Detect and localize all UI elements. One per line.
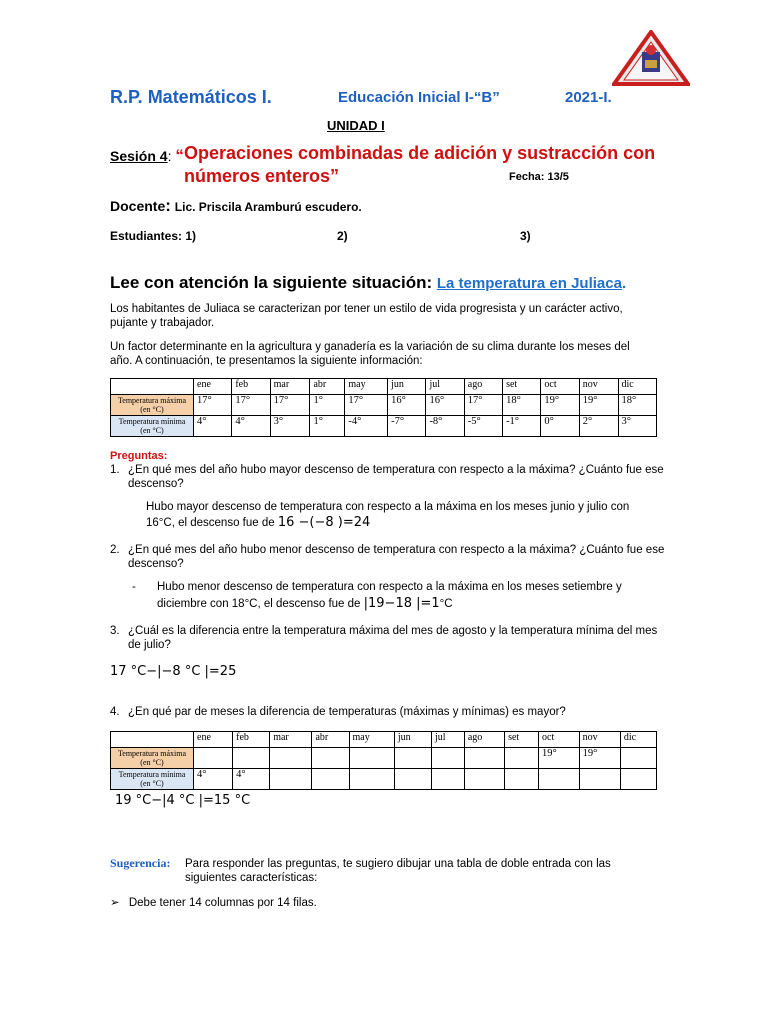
table-cell: -7° bbox=[388, 416, 426, 437]
q1-text: ¿En qué mes del año hubo mayor descenso de temperatura con respecto a la máxima? ¿Cuánto fue ese descenso? bbox=[128, 464, 664, 490]
table-header-row bbox=[111, 732, 657, 748]
table-cell: 4° bbox=[233, 769, 270, 790]
session-title-line2: números enteros” bbox=[184, 166, 340, 186]
table-cell: 18° bbox=[503, 395, 541, 416]
a2-line2: diciembre con 18°C, el descenso fue de bbox=[157, 598, 361, 610]
month-header: oct bbox=[541, 379, 579, 395]
session-quote-open: “ bbox=[175, 146, 184, 165]
month-header: jul bbox=[426, 379, 464, 395]
intro-paragraph: Los habitantes de Juliaca se caracterizan por tener un estilo de vida progresista y un carácter activo, pujante y trabajador. bbox=[110, 303, 623, 329]
table-cell: 18° bbox=[618, 395, 656, 416]
a3-math: 17 °C−|−8 °C |=25 bbox=[110, 664, 237, 679]
suggestion-label: Sugerencia: bbox=[110, 856, 171, 870]
q2-text: ¿En qué mes del año hubo menor descenso de temperatura con respecto a la máxima? ¿Cuánto fue ese descenso? bbox=[128, 544, 665, 570]
q3-text: ¿Cuál es la diferencia entre la temperatura máxima del mes de agosto y la temperatura mínima del mes de julio? bbox=[128, 625, 658, 651]
table-row-max bbox=[111, 748, 657, 769]
term-label: 2021-I. bbox=[565, 89, 612, 106]
a2-line2-wrap bbox=[157, 596, 453, 612]
session-colon: : bbox=[167, 148, 172, 164]
table-cell bbox=[233, 748, 270, 769]
teacher-line bbox=[110, 196, 362, 216]
month-header: abr bbox=[310, 379, 345, 395]
teacher-label: Docente bbox=[110, 198, 166, 214]
table-corner-cell bbox=[111, 379, 194, 395]
table-cell bbox=[464, 769, 504, 790]
table-cell: 17° bbox=[270, 395, 310, 416]
table-cell: 1° bbox=[310, 395, 345, 416]
a2-math: |19−18 |=1 bbox=[363, 596, 440, 611]
reading-heading bbox=[110, 273, 626, 293]
student-3-label: 3) bbox=[520, 229, 531, 243]
table-row-max bbox=[111, 395, 657, 416]
table-cell bbox=[431, 769, 464, 790]
table-cell: 17° bbox=[464, 395, 502, 416]
unit-heading: UNIDAD I bbox=[327, 118, 385, 133]
month-header: nov bbox=[579, 379, 618, 395]
table-cell bbox=[505, 748, 539, 769]
table-cell: 0° bbox=[541, 416, 579, 437]
students-label: Estudiantes: 1) bbox=[110, 229, 197, 243]
table-cell: -8° bbox=[426, 416, 464, 437]
month-header: ene bbox=[194, 732, 233, 748]
arrow-bullet-icon: ➢ bbox=[110, 897, 120, 909]
table-cell: -5° bbox=[464, 416, 502, 437]
a1-line2: 16°C, el descenso fue de bbox=[146, 517, 275, 529]
session-label-line bbox=[110, 146, 184, 166]
reading-link[interactable]: La temperatura en Juliaca bbox=[436, 275, 622, 292]
table-cell: 3° bbox=[618, 416, 656, 437]
session-label: Sesión 4 bbox=[110, 148, 168, 164]
row-label-min: Temperatura mínima (en °C) bbox=[111, 769, 194, 790]
reading-dot: . bbox=[621, 275, 627, 292]
table-cell bbox=[431, 748, 464, 769]
table-cell: 4° bbox=[194, 769, 233, 790]
table-cell bbox=[349, 769, 394, 790]
a1-line1: Hubo mayor descenso de temperatura con respecto a la máxima en los meses junio y julio con bbox=[146, 501, 630, 513]
q4-number: 4. bbox=[110, 706, 120, 718]
q2-number: 2. bbox=[110, 544, 120, 556]
table-row-min bbox=[111, 769, 657, 790]
table-cell bbox=[394, 769, 431, 790]
month-header: mar bbox=[270, 379, 310, 395]
bullet-item bbox=[110, 895, 317, 909]
month-header: set bbox=[505, 732, 539, 748]
table-cell: 19° bbox=[541, 395, 579, 416]
a2-dash: - bbox=[132, 581, 136, 593]
a2-line1: Hubo menor descenso de temperatura con respecto a la máxima en los meses setiembre y bbox=[157, 581, 622, 593]
month-header: jul bbox=[431, 732, 464, 748]
table-cell bbox=[620, 769, 656, 790]
table-cell bbox=[464, 748, 504, 769]
month-header: may bbox=[349, 732, 394, 748]
table-cell: -4° bbox=[345, 416, 388, 437]
student-2-label: 2) bbox=[337, 229, 348, 243]
table-cell: 19° bbox=[579, 748, 620, 769]
a1-math: 16 −(−8 )=24 bbox=[277, 515, 371, 530]
table-cell: 19° bbox=[539, 748, 580, 769]
reading-lead: Lee con atención la siguiente situación: bbox=[110, 273, 433, 292]
a4-math: 19 °C−|4 °C |=15 °C bbox=[115, 793, 251, 808]
table-cell bbox=[579, 769, 620, 790]
a1-line2-wrap bbox=[146, 515, 370, 531]
session-title-line1: Operaciones combinadas de adición y sustracción con bbox=[184, 143, 656, 163]
table-row-min bbox=[111, 416, 657, 437]
month-header: dic bbox=[618, 379, 656, 395]
month-header: mar bbox=[270, 732, 312, 748]
table-cell: 17° bbox=[194, 395, 232, 416]
table-cell: 4° bbox=[232, 416, 270, 437]
month-header: set bbox=[503, 379, 541, 395]
table-cell: 16° bbox=[426, 395, 464, 416]
month-header: feb bbox=[233, 732, 270, 748]
table-cell bbox=[620, 748, 656, 769]
month-header: dic bbox=[620, 732, 656, 748]
month-header: ago bbox=[464, 379, 502, 395]
context-paragraph: Un factor determinante en la agricultura y ganadería es la variación de su clima durante los meses del año. A continuación, te presentamos la siguiente información: bbox=[110, 341, 630, 367]
table-cell: 17° bbox=[345, 395, 388, 416]
table-cell: 17° bbox=[232, 395, 270, 416]
month-header: ene bbox=[194, 379, 232, 395]
table-cell bbox=[270, 748, 312, 769]
q1-number: 1. bbox=[110, 464, 120, 476]
bullet-text: Debe tener 14 columnas por 14 filas. bbox=[128, 897, 317, 909]
month-header: may bbox=[345, 379, 388, 395]
session-date: Fecha: 13/5 bbox=[509, 171, 569, 183]
table-cell bbox=[539, 769, 580, 790]
teacher-name: Lic. Priscila Aramburú escudero. bbox=[174, 200, 362, 214]
table-cell: 3° bbox=[270, 416, 310, 437]
suggestion-text: Para responder las preguntas, te sugiero dibujar una tabla de doble entrada con las siguientes características: bbox=[185, 858, 611, 884]
answer-table bbox=[110, 731, 657, 790]
institution-seal-logo bbox=[612, 30, 690, 88]
month-header: ago bbox=[464, 732, 504, 748]
table-cell: 2° bbox=[579, 416, 618, 437]
program-title: Educación Inicial I-“B” bbox=[338, 89, 500, 106]
table-cell bbox=[394, 748, 431, 769]
q3-number: 3. bbox=[110, 625, 120, 637]
month-header: nov bbox=[579, 732, 620, 748]
row-label-max: Temperatura máxima (en °C) bbox=[111, 748, 194, 769]
table-cell: 4° bbox=[194, 416, 232, 437]
teacher-colon: : bbox=[165, 196, 171, 215]
questions-header: Preguntas: bbox=[110, 450, 168, 462]
month-header: jun bbox=[394, 732, 431, 748]
a2-unit: °C bbox=[439, 598, 453, 610]
course-title: R.P. Matemáticos I. bbox=[110, 87, 272, 107]
q4-text: ¿En qué par de meses la diferencia de temperaturas (máximas y mínimas) es mayor? bbox=[128, 706, 566, 718]
month-header: jun bbox=[388, 379, 426, 395]
table-cell bbox=[312, 748, 349, 769]
table-cell: 1° bbox=[310, 416, 345, 437]
table-cell: -1° bbox=[503, 416, 541, 437]
month-header: oct bbox=[539, 732, 580, 748]
table-cell bbox=[349, 748, 394, 769]
table-cell bbox=[505, 769, 539, 790]
table-cell bbox=[312, 769, 349, 790]
table-corner-cell bbox=[111, 732, 194, 748]
table-cell: 16° bbox=[388, 395, 426, 416]
month-header: feb bbox=[232, 379, 270, 395]
temperature-table bbox=[110, 378, 657, 437]
row-label-max: Temperatura máxima (en °C) bbox=[111, 395, 194, 416]
month-header: abr bbox=[312, 732, 349, 748]
table-cell: 19° bbox=[579, 395, 618, 416]
table-cell bbox=[194, 748, 233, 769]
table-cell bbox=[270, 769, 312, 790]
table-header-row bbox=[111, 379, 657, 395]
row-label-min: Temperatura mínima (en °C) bbox=[111, 416, 194, 437]
